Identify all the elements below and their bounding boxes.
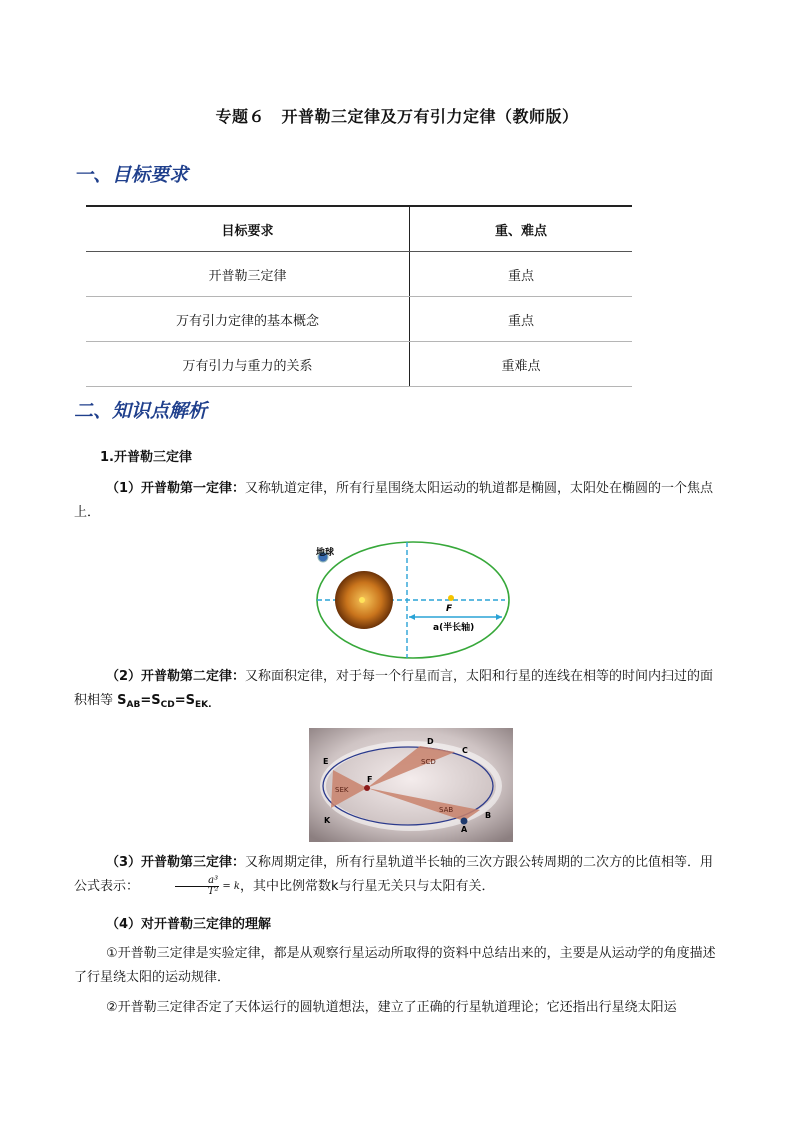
table-cell: 重点 bbox=[410, 252, 633, 297]
understanding-label: （4）对开普勒三定律的理解 bbox=[106, 917, 272, 932]
table-row bbox=[86, 252, 632, 297]
table-header-difficulty: 重、难点 bbox=[410, 206, 633, 252]
semi-major-axis-label: a(半长轴) bbox=[433, 623, 475, 633]
formula-numerator: a³ bbox=[175, 876, 219, 887]
table-cell: 万有引力定律的基本概念 bbox=[86, 297, 410, 342]
empty-focus-dot bbox=[448, 595, 454, 601]
kepler-law1 bbox=[74, 477, 722, 525]
focus-label: F bbox=[446, 604, 453, 614]
understanding-p2: ②开普勒三定律否定了天体运行的圆轨道想法，建立了正确的行星轨道理论；它还指出行星绕太阳运 bbox=[106, 1000, 677, 1015]
point-e: E bbox=[323, 757, 329, 766]
table-cell: 重点 bbox=[410, 297, 633, 342]
document-title: 专题６ 开普勒三定律及万有引力定律（教师版） bbox=[215, 107, 579, 126]
formula-rhs: = k bbox=[222, 881, 240, 892]
arrow-head-left-icon bbox=[409, 614, 415, 620]
orbit-ellipse-figure bbox=[305, 538, 520, 663]
law3-text: 又称周期定律，所有行星轨道半长轴的三次方跟公转周期的二次方的比值相等．用公式表示： bbox=[74, 855, 714, 894]
law2-text: 又称面积定律，对于每一个行星而言，太阳和行星的连线在相等的时间内扫过的面积相等 bbox=[74, 669, 714, 708]
point-b: B bbox=[485, 811, 492, 820]
table-header-row bbox=[86, 206, 632, 252]
table-cell: 重难点 bbox=[410, 342, 633, 387]
label-sab: SAB bbox=[439, 806, 454, 814]
law2-equation: $S_{AB}=S_{CD}=S_{EK.}$ bbox=[117, 693, 212, 710]
table-cell: 万有引力与重力的关系 bbox=[86, 342, 410, 387]
point-c: C bbox=[462, 746, 468, 755]
point-d: D bbox=[427, 737, 434, 746]
understanding-p1: ①开普勒三定律是实验定律，都是从观察行星运动所取得的资料中总结出来的，主要是从运动学的角度描述了行星绕太阳的运动规律． bbox=[74, 946, 716, 985]
law3-text2: ，其中比例常数k与行星无关只与太阳有关． bbox=[239, 879, 495, 894]
table-cell: 开普勒三定律 bbox=[86, 252, 410, 297]
earth-label: 地球 bbox=[316, 548, 335, 558]
table-header-goal: 目标要求 bbox=[86, 206, 410, 252]
law1-text: 又称轨道定律，所有行星围绕太阳运动的轨道都是椭圆，太阳处在椭圆的一个焦点上． bbox=[74, 481, 714, 520]
kepler-law2 bbox=[74, 665, 722, 717]
table-row bbox=[86, 297, 632, 342]
label-sek: SEK bbox=[335, 786, 349, 794]
table-row bbox=[86, 342, 632, 387]
kepler-subtitle: 1.开普勒三定律 bbox=[100, 450, 192, 465]
sun-focus-dot bbox=[364, 785, 370, 791]
planet-icon bbox=[461, 818, 468, 825]
section-heading-goals: 一、目标要求 bbox=[74, 164, 189, 186]
goals-table bbox=[86, 205, 632, 387]
point-a: A bbox=[461, 825, 468, 834]
sun-focus-dot bbox=[359, 597, 365, 603]
section-heading-knowledge: 二、知识点解析 bbox=[74, 400, 208, 422]
arrow-head-right-icon bbox=[496, 614, 502, 620]
law1-label: （1）开普勒第一定律： bbox=[106, 481, 246, 496]
law2-label: （2）开普勒第二定律： bbox=[106, 669, 246, 684]
area-law-figure bbox=[309, 728, 513, 842]
point-f: F bbox=[367, 775, 373, 784]
law3-label: （3）开普勒第三定律： bbox=[106, 855, 246, 870]
kepler-third-law-formula bbox=[143, 876, 240, 897]
point-k: K bbox=[324, 816, 331, 825]
formula-denominator: T² bbox=[207, 886, 219, 897]
kepler-law3 bbox=[74, 851, 722, 899]
label-scd: SCD bbox=[421, 758, 436, 766]
